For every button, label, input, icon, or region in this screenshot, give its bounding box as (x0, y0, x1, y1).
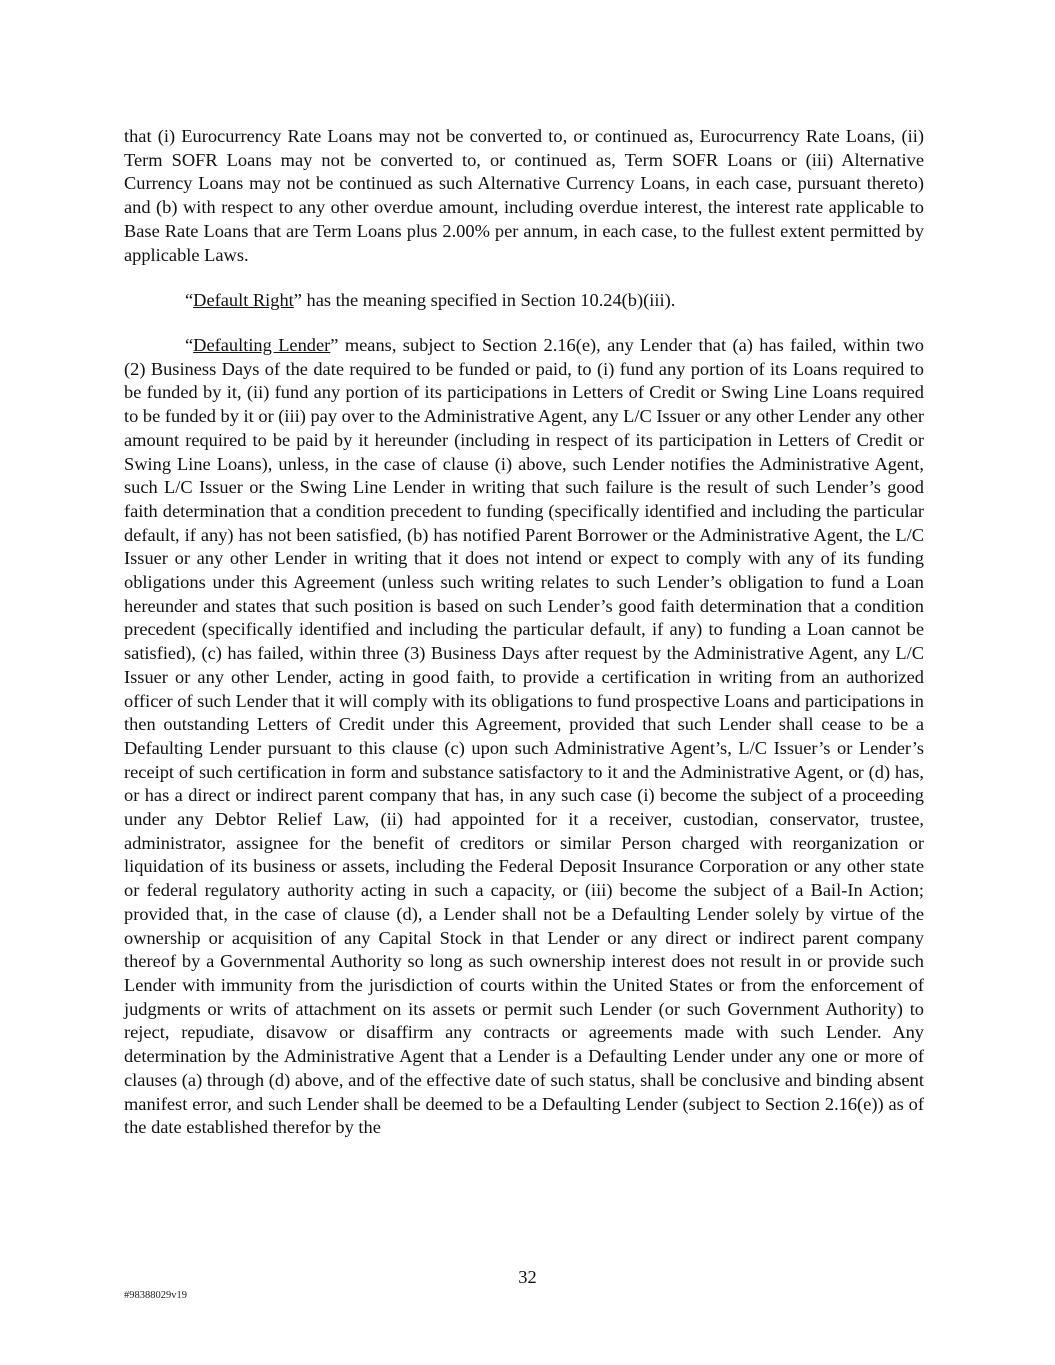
definition-text: ” has the meaning specified in Section 10.24(b)(iii). (293, 290, 676, 310)
document-id: #98388029v19 (124, 1290, 187, 1301)
definition-defaulting-lender (124, 334, 924, 1140)
page-number: 32 (518, 1267, 537, 1287)
definition-default-right (124, 289, 924, 313)
open-quote: “ (185, 290, 194, 310)
paragraph-overdue-interest (124, 125, 924, 267)
definition-text: ” means, subject to Section 2.16(e), any Lender that (a) has failed, within two (2) Business Days of the date required to be funded or paid, to (i) fund any portion of its Loans required to be funded by it, (ii) fund any portion of its participations in Letters of Credit or Swing Line Loans required to be funded by it or (iii) pay over to the Administrative Agent, any L/C Issuer or any other Lender any other amount required to be paid by it hereunder (including in respect of its participation in Letters of Credit or Swing Line Loans), unless, in the case of clause (i) above, such Lender notifies the Administrative Agent, such L/C Issuer or the Swing Line Lender in writing that such failure is the result of such Lender’s good faith determination that a condition precedent to funding (specifically identified and including the particular default, if any) has not been satisfied, (b) has notified Parent Borrower or the Administrative Agent, the L/C Issuer or any other Lender in writing that it does not intend or expect to comply with any of its funding obligations under this Agreement (unless such writing relates to such Lender’s obligation to fund a Loan hereunder and states that such position is based on such Lender’s good faith determination that a condition precedent (specifically identified and including the particular default, if any) to funding a Loan cannot be satisfied), (c) has failed, within three (3) Business Days after request by the Administrative Agent, any L/C Issuer or any other Lender, acting in good faith, to provide a certification in writing from an authorized officer of such Lender that it will comply with its obligations to fund prospective Loans and participations in then outstanding Letters of Credit under this Agreement, provided that such Lender shall cease to be a Defaulting Lender pursuant to this clause (c) upon such Administrative Agent’s, L/C Issuer’s or Lender’s receipt of such certification in form and substance satisfactory to it and the Administrative Agent, or (d) has, or has a direct or indirect parent company that has, in any such case (i) become the subject of a proceeding under any Debtor Relief Law, (ii) had appointed for it a receiver, custodian, conservator, trustee, administrator, assignee for the benefit of creditors or similar Person charged with reorganization or liquidation of its business or assets, including the Federal Deposit Insurance Corporation or any other state or federal regulatory authority acting in such a capacity, or (iii) become the subject of a Bail-In Action; provided that, in the case of clause (d), a Lender shall not be a Defaulting Lender solely by virtue of the ownership or acquisition of any Capital Stock in that Lender or any direct or indirect parent company thereof by a Governmental Authority so long as such ownership interest does not result in or provide such Lender with immunity from the jurisdiction of courts within the United States or from the enforcement of judgments or writs of attachment on its assets or permit such Lender (or such Government Authority) to reject, repudiate, disavow or disaffirm any contracts or agreements made with such Lender. Any determination by the Administrative Agent that a Lender is a Defaulting Lender under any one or more of clauses (a) through (d) above, and of the effective date of such status, shall be conclusive and binding absent manifest error, and such Lender shall be deemed to be a Defaulting Lender (subject to Section 2.16(e)) as of the date established therefor by the (124, 335, 924, 1138)
paragraph-text: that (i) Eurocurrency Rate Loans may not be converted to, or continued as, Eurocurrency Rate Loans, (ii) Term SOFR Loans may not be converted to, or continued as, Term SOFR Loans or (iii) Alternative Currency Loans may not be continued as such Alternative Currency Loans, in each case, pursuant thereto) and (b) with respect to any other overdue amount, including overdue interest, the interest rate applicable to Base Rate Loans that are Term Loans plus 2.00% per annum, in each case, to the fullest extent permitted by applicable Laws. (124, 126, 924, 265)
open-quote: “ (185, 335, 194, 355)
defined-term: Default Right (193, 290, 294, 310)
defined-term: Defaulting Lender (193, 335, 331, 355)
